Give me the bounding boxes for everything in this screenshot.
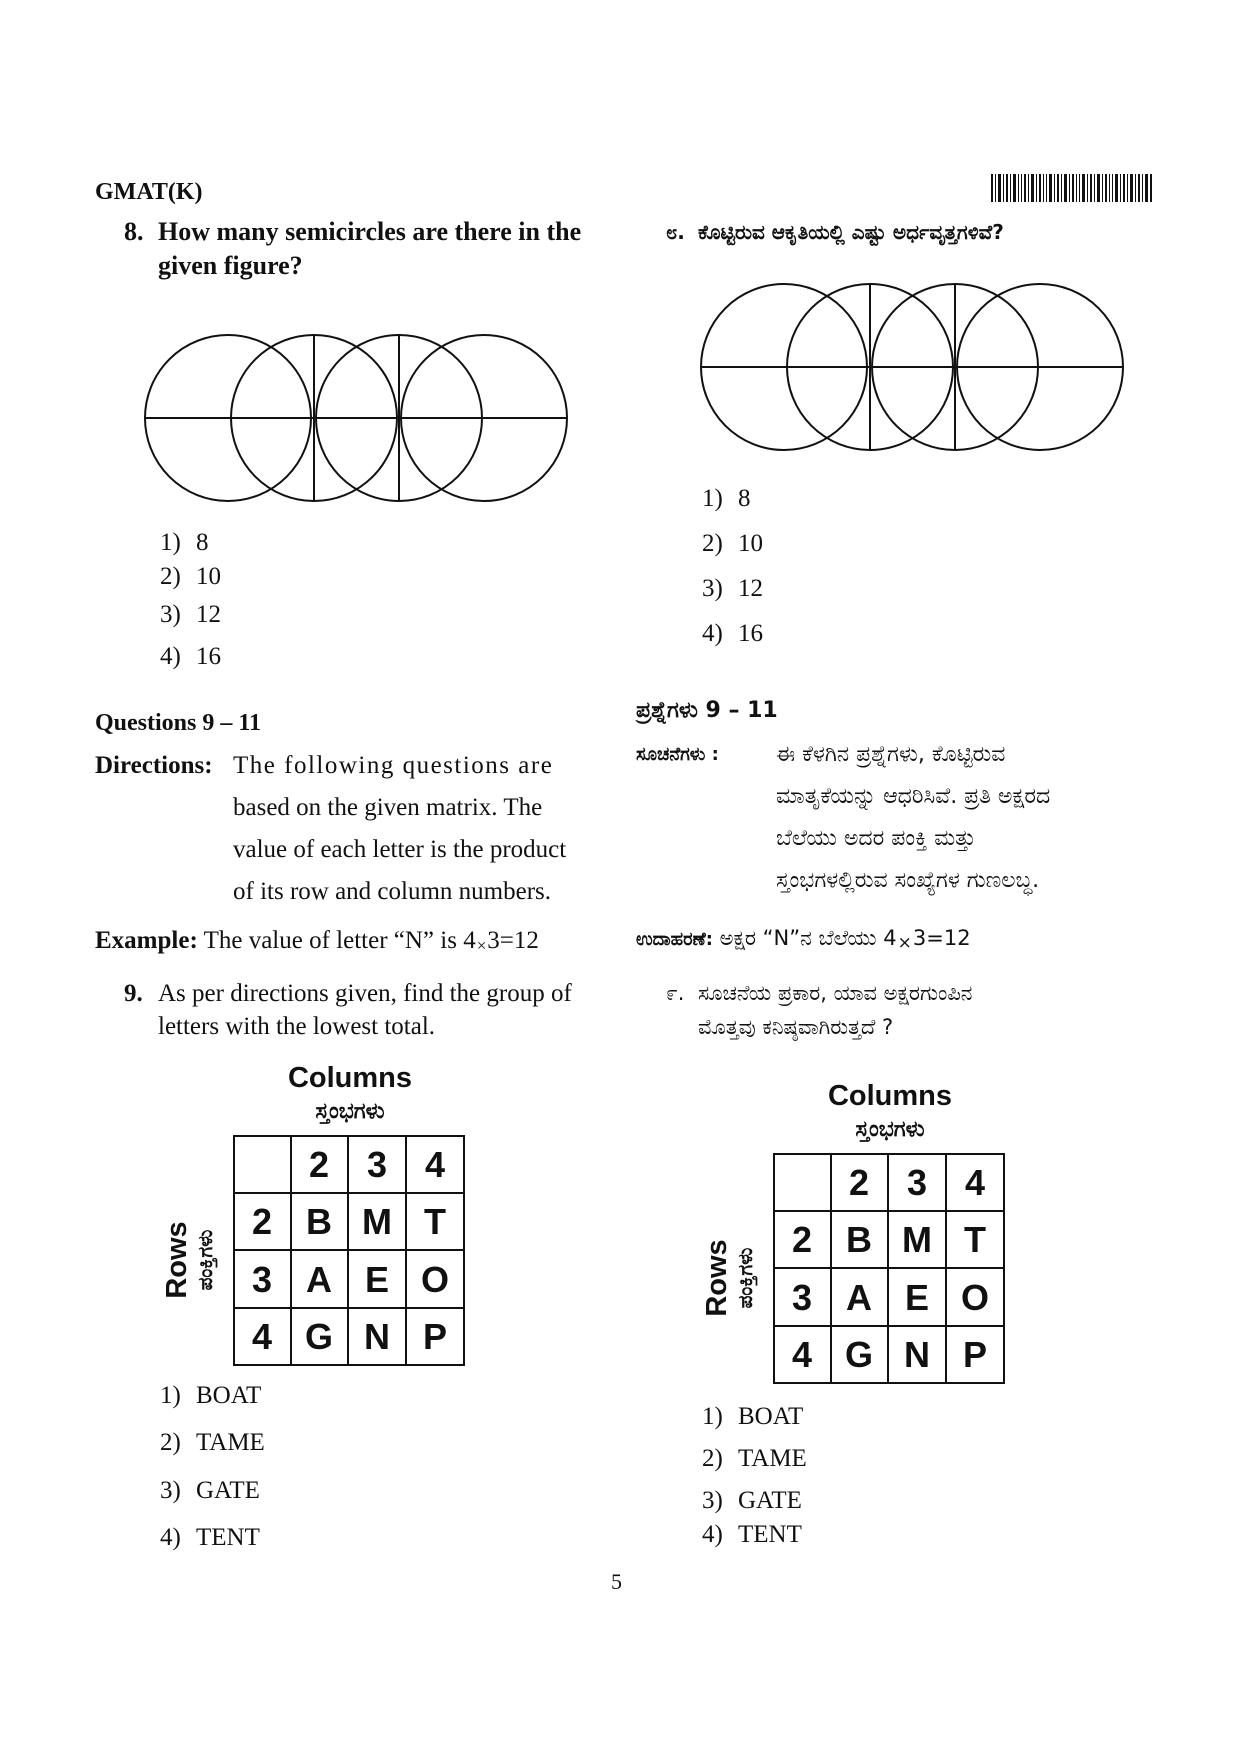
option-text: 12: [196, 601, 221, 628]
option-number: 2): [702, 530, 723, 557]
q8-option-3-en[interactable]: [160, 600, 221, 630]
section-heading-en: Questions 9 – 11: [95, 710, 262, 736]
cell-G: G: [304, 1316, 334, 1357]
q9-number-kn: ೯.: [666, 981, 685, 1005]
q8-option-4-en[interactable]: [160, 642, 221, 672]
example-kn: [636, 926, 971, 951]
option-number: 3): [702, 1487, 723, 1514]
letter-matrix-kn: [700, 1078, 1020, 1378]
option-number: 2): [160, 563, 181, 590]
row-header-2: 2: [791, 1219, 813, 1260]
option-number: 4): [160, 1524, 181, 1551]
option-number: 1): [702, 1403, 723, 1430]
option-text: GATE: [196, 1477, 260, 1504]
example-result: 3=12: [912, 926, 971, 950]
q8-option-3-kn[interactable]: [702, 574, 763, 604]
q8-option-1-kn[interactable]: [702, 484, 751, 514]
columns-label: Columns: [827, 1080, 953, 1112]
option-number: 3): [160, 1477, 181, 1504]
cell-N: N: [904, 1334, 930, 1375]
semicircles-figure-kn: [700, 283, 1130, 468]
cell-O: O: [420, 1259, 450, 1300]
option-number: 1): [160, 529, 181, 556]
option-text: TAME: [196, 1429, 265, 1456]
example-en: [95, 927, 539, 955]
cell-N: N: [364, 1316, 390, 1357]
q9-text-en-line1: As per directions given, find the group of: [158, 980, 572, 1007]
cell-E: E: [904, 1277, 930, 1318]
page-number: 5: [611, 1569, 622, 1594]
row-header-3: 3: [251, 1259, 273, 1300]
q9-option-4-kn[interactable]: [702, 1520, 802, 1550]
q8-option-2-en[interactable]: [160, 562, 221, 592]
example-text: ಅಕ್ಷರ “N”ನ ಬೆಲೆಯು 4: [719, 926, 897, 950]
option-number: 3): [702, 575, 723, 602]
example-label: Example:: [95, 927, 198, 954]
semicircles-figure-en: [144, 334, 574, 519]
col-header-4: 4: [964, 1162, 986, 1203]
col-header-3: 3: [366, 1144, 388, 1185]
directions-text-en: [233, 745, 593, 913]
directions-label-kn: ಸೂಚನೆಗಳು :: [636, 744, 719, 765]
cell-G: G: [844, 1334, 874, 1375]
option-number: 3): [160, 601, 181, 628]
option-text: GATE: [738, 1487, 802, 1514]
option-number: 1): [160, 1382, 181, 1409]
option-number: 2): [160, 1429, 181, 1456]
q9-option-1-en[interactable]: [160, 1381, 261, 1411]
rows-label: Rows: [701, 1239, 733, 1317]
option-number: 4): [702, 1521, 723, 1548]
letter-matrix-en: [160, 1060, 480, 1360]
directions-line: ಈ ಕೆಳಗಿನ ಪ್ರಶ್ನೆಗಳು, ಕೊಟ್ಟಿರುವ: [776, 742, 1006, 767]
option-text: 10: [196, 563, 221, 590]
cell-B: B: [306, 1201, 332, 1242]
directions-line: ಬೆಲೆಯು ಅದರ ಪಂಕ್ತಿ ಮತ್ತು: [776, 826, 976, 851]
cell-O: O: [960, 1277, 990, 1318]
option-text: 16: [738, 620, 763, 647]
option-text: 10: [738, 530, 763, 557]
directions-line: based on the given matrix. The: [233, 794, 543, 821]
option-text: 12: [738, 575, 763, 602]
columns-label-kn: ಸ್ತಂಭಗಳು: [315, 1098, 385, 1123]
cell-M: M: [362, 1201, 392, 1242]
directions-text-kn: [776, 734, 1156, 902]
cell-P: P: [962, 1334, 988, 1375]
q9-text-kn-line1: ಸೂಚನೆಯ ಪ್ರಕಾರ, ಯಾವ ಅಕ್ಷರಗುಂಪಿನ: [698, 981, 973, 1005]
col-header-2: 2: [308, 1144, 330, 1185]
q8-text-kn: ಕೊಟ್ಟಿರುವ ಆಕೃತಿಯಲ್ಲಿ ಎಷ್ಟು ಅರ್ಧವೃತ್ತಗಳಿವೆ?: [698, 220, 1004, 244]
q8-text-en-line2: given figure?: [158, 251, 303, 280]
example-label: ಉದಾಹರಣೆ:: [636, 929, 713, 950]
times-sign: ×: [476, 936, 487, 955]
option-text: 16: [196, 643, 221, 670]
cell-E: E: [364, 1259, 390, 1300]
q9-option-3-en[interactable]: [160, 1476, 260, 1506]
q9-option-4-en[interactable]: [160, 1523, 260, 1553]
col-header-4: 4: [424, 1144, 446, 1185]
q9-option-1-kn[interactable]: [702, 1402, 803, 1432]
col-header-3: 3: [906, 1162, 928, 1203]
rows-label: Rows: [161, 1221, 193, 1299]
row-header-2: 2: [251, 1201, 273, 1242]
cell-A: A: [846, 1277, 872, 1318]
directions-line: of its row and column numbers.: [233, 878, 552, 905]
option-text: 8: [738, 485, 751, 512]
q8-option-2-kn[interactable]: [702, 529, 763, 559]
q9-text-en-line2: letters with the lowest total.: [158, 1013, 436, 1040]
times-sign: ×: [897, 933, 912, 953]
option-text: TENT: [196, 1524, 260, 1551]
q9-option-2-en[interactable]: [160, 1428, 265, 1458]
q8-number-kn: ೮.: [666, 220, 685, 244]
example-text: The value of letter “N” is 4: [203, 927, 476, 954]
paper-code: GMAT(K): [95, 179, 203, 205]
directions-line: The following questions are: [233, 752, 554, 779]
cell-P: P: [422, 1316, 448, 1357]
option-text: TENT: [738, 1521, 802, 1548]
q9-option-2-kn[interactable]: [702, 1444, 807, 1474]
cell-T: T: [964, 1219, 986, 1260]
option-number: 4): [160, 643, 181, 670]
q9-number-en: 9.: [124, 980, 143, 1007]
q9-text-kn-line2: ಮೊತ್ತವು ಕನಿಷ್ಠವಾಗಿರುತ್ತದೆ ?: [698, 1015, 894, 1039]
q8-option-1-en[interactable]: [160, 528, 209, 558]
q8-option-4-kn[interactable]: [702, 619, 763, 649]
option-number: 4): [702, 620, 723, 647]
directions-line: ಮಾತೃಕೆಯನ್ನು ಆಧರಿಸಿವೆ. ಪ್ರತಿ ಅಕ್ಷರದ: [776, 784, 1051, 809]
directions-label-en: Directions:: [95, 752, 213, 779]
q8-number-en: 8.: [124, 217, 144, 246]
option-number: 2): [702, 1445, 723, 1472]
example-result: 3=12: [487, 927, 539, 954]
option-text: 8: [196, 529, 209, 556]
barcode-icon: [991, 174, 1152, 202]
cell-M: M: [902, 1219, 932, 1260]
row-header-4: 4: [251, 1316, 273, 1357]
option-text: BOAT: [196, 1382, 262, 1409]
columns-label-kn: ಸ್ತಂಭಗಳು: [855, 1116, 925, 1141]
row-header-4: 4: [791, 1334, 813, 1375]
option-text: TAME: [738, 1445, 807, 1472]
q9-option-3-kn[interactable]: [702, 1486, 802, 1516]
columns-label: Columns: [287, 1062, 413, 1094]
q8-text-en-line1: How many semicircles are there in the: [158, 217, 582, 246]
cell-B: B: [846, 1219, 872, 1260]
directions-line: value of each letter is the product: [233, 836, 567, 863]
col-header-2: 2: [848, 1162, 870, 1203]
directions-line: ಸ್ತಂಭಗಳಲ್ಲಿರುವ ಸಂಖ್ಯೆಗಳ ಗುಣಲಬ್ಧ.: [776, 868, 1040, 893]
rows-label-kn: ಪಂಕ್ತಿಗಳು: [735, 1247, 757, 1309]
option-text: BOAT: [738, 1403, 804, 1430]
cell-A: A: [306, 1259, 332, 1300]
option-number: 1): [702, 485, 723, 512]
section-heading-kn: ಪ್ರಶ್ನೆಗಳು 9 – 11: [636, 698, 778, 723]
row-header-3: 3: [791, 1277, 813, 1318]
rows-label-kn: ಪಂಕ್ತಿಗಳು: [195, 1229, 217, 1291]
cell-T: T: [424, 1201, 446, 1242]
